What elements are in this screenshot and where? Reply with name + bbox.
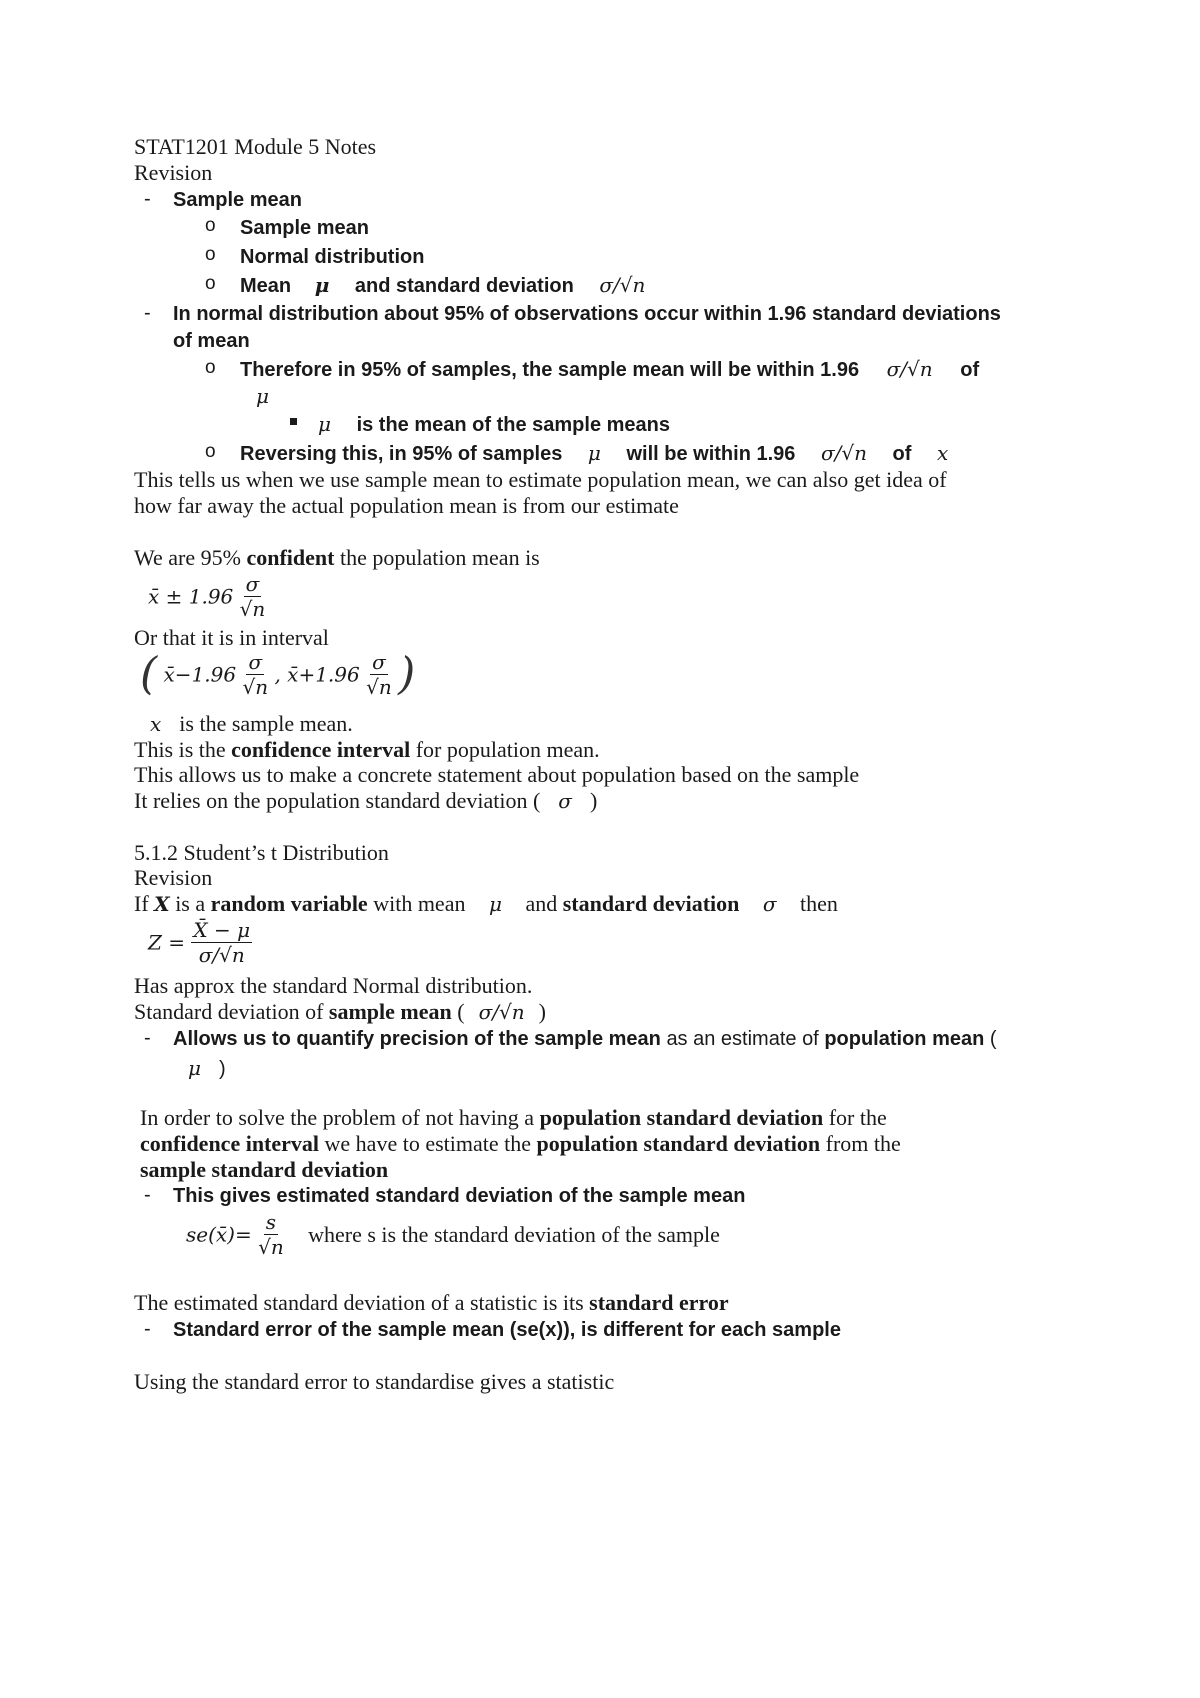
mu-symbol: μ xyxy=(587,441,601,465)
para-concrete: This allows us to make a concrete statement about population based on the sample xyxy=(134,762,860,787)
square-bullet xyxy=(290,418,297,425)
para-confidence-interval: This is the confidence interval for population mean. xyxy=(134,737,600,762)
para-tells-cont: how far away the actual population mean is from our estimate xyxy=(134,493,679,518)
formula-interval: ( x̄−1.96 $\frac{\sigma}{√n}$ , x̄+1.96 $\frac{\sigma}{√n}$ ) xyxy=(140,648,416,700)
revision-heading: Revision xyxy=(134,160,213,185)
sigma-over-root-n: σ/√n xyxy=(478,1000,525,1024)
revision-heading: Revision xyxy=(134,865,213,890)
mu-symbol: μ xyxy=(488,892,502,916)
para-or-interval: Or that it is in interval xyxy=(134,625,329,650)
bullet-quantify: Allows us to quantify precision of the sample mean as an estimate of population mean ( xyxy=(173,1028,997,1050)
para-order-end: sample standard deviation xyxy=(140,1157,389,1182)
circle-bullet: o xyxy=(205,215,216,236)
sub-normal-distribution: Normal distribution xyxy=(240,246,425,268)
mu-symbol: μ xyxy=(314,273,330,297)
subsub-mu-mean: μ is the mean of the sample means xyxy=(318,412,670,436)
sigma-symbol: σ xyxy=(558,789,572,813)
circle-bullet: o xyxy=(205,244,216,265)
doc-title: STAT1201 Module 5 Notes xyxy=(134,134,377,159)
dash-bullet: - xyxy=(144,1184,151,1206)
label-and-sd: and standard deviation xyxy=(354,275,574,297)
sigma-symbol: σ xyxy=(762,892,777,916)
circle-bullet: o xyxy=(205,357,216,378)
para-x-sample-mean: x is the sample mean. xyxy=(150,711,353,736)
circle-bullet: o xyxy=(205,441,216,462)
para-order-cont: confidence interval we have to estimate the population standard deviation from the xyxy=(140,1131,901,1156)
sigma-over-root-n: σ/√n xyxy=(820,441,867,465)
x-symbol: x xyxy=(150,712,162,736)
x-symbol: x xyxy=(937,441,949,465)
label-mean: Mean xyxy=(240,275,292,297)
bullet-se-different: Standard error of the sample mean (se(x)), is different for each sample xyxy=(173,1319,841,1341)
bullet-sample-mean: Sample mean xyxy=(173,189,302,211)
formula-z: Z = $\frac{X̄ - \mu}{\sigma/√n}$ xyxy=(148,918,251,967)
bullet-gives: This gives estimated standard deviation of the sample mean xyxy=(173,1185,746,1207)
sub-therefore: Therefore in 95% of samples, the sample mean will be within 1.96 σ/√n of xyxy=(240,357,980,381)
dash-bullet: - xyxy=(144,188,151,210)
mu-symbol: μ xyxy=(188,1056,201,1080)
sigma-over-root-n: σ/√n xyxy=(886,357,933,381)
para-std-error: The estimated standard deviation of a statistic is its standard error xyxy=(134,1290,729,1315)
para-has-approx: Has approx the standard Normal distribution. xyxy=(134,973,533,998)
mu-symbol: μ xyxy=(256,384,269,408)
formula-plus-minus: x̄ ± 1.96 $\frac{\sigma}{√n}$ xyxy=(148,572,266,621)
dash-bullet: - xyxy=(144,1318,151,1340)
section-heading: 5.1.2 Student’s t Distribution xyxy=(134,840,389,865)
bullet-normal-95: In normal distribution about 95% of observations occur within 1.96 standard deviations xyxy=(173,303,1001,325)
sub-reversing: Reversing this, in 95% of samples μ will be within 1.96 σ/√n of x xyxy=(240,441,949,465)
formula-se: se(x̄)= $\frac{s}{√n}$ where s is the standard deviation of the sample xyxy=(186,1210,720,1259)
dash-bullet: - xyxy=(144,302,151,324)
circle-bullet: o xyxy=(205,273,216,294)
bullet-normal-95-cont: of mean xyxy=(173,330,250,352)
para-sd-sample-mean: Standard deviation of sample mean ( σ/√n ) xyxy=(134,999,546,1024)
bullet-quantify-cont: μ ) xyxy=(188,1056,226,1080)
para-relies: It relies on the population standard deviation ( σ ) xyxy=(134,788,598,813)
mu-symbol: μ xyxy=(318,412,331,436)
sub-mean-sd xyxy=(240,271,645,300)
para-confident: We are 95% confident the population mean is xyxy=(134,545,540,570)
para-using-se: Using the standard error to standardise gives a statistic xyxy=(134,1369,615,1394)
sigma-over-root-n: σ/√n xyxy=(599,273,646,297)
dash-bullet: - xyxy=(144,1027,151,1049)
para-order: In order to solve the problem of not having a population standard deviation for the xyxy=(140,1105,887,1130)
para-if-x: If X is a random variable with mean μ and standard deviation σ then xyxy=(134,891,838,916)
para-tells: This tells us when we use sample mean to estimate population mean, we can also get idea of xyxy=(134,467,947,492)
sub-sample-mean: Sample mean xyxy=(240,217,369,239)
